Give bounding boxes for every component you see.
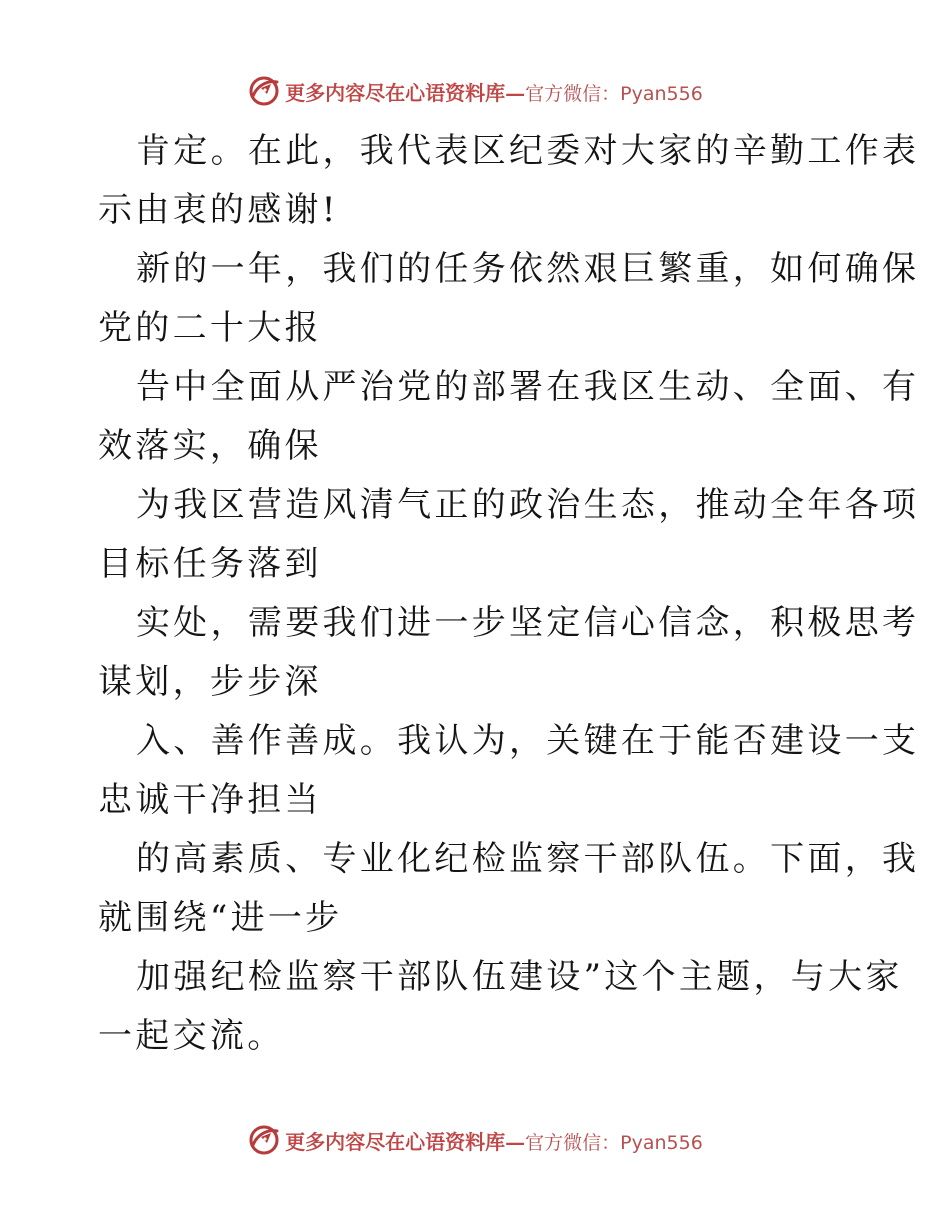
paragraph-line: 目标任务落到	[98, 544, 322, 584]
pen-nib-logo-icon	[247, 74, 281, 108]
paragraph-line: 实处，需要我们进一步坚定信心信念，积极思考	[136, 603, 920, 643]
paragraph-line: 入、善作善成。我认为，关键在于能否建设一支	[136, 721, 920, 761]
paragraph-line: 的高素质、专业化纪检监察干部队伍。下面，我	[136, 839, 920, 879]
banner-text	[285, 77, 703, 106]
banner-wechat-text: 官方微信：Pyan556	[525, 82, 703, 105]
paragraph-line: 为我区营造风清气正的政治生态，推动全年各项	[136, 485, 920, 525]
paragraph-line: 肯定。在此，我代表区纪委对大家的辛勤工作表	[136, 131, 920, 171]
paragraph-line: 忠诚干净担当	[98, 780, 322, 820]
paragraph-line: 一起交流。	[98, 1016, 285, 1056]
paragraph-line: 告中全面从严治党的部署在我区生动、全面、有	[136, 367, 920, 407]
banner-main-text: 更多内容尽在心语资料库—	[285, 80, 526, 105]
pen-nib-logo-icon	[247, 1123, 281, 1157]
paragraph-line: 示由衷的感谢!	[98, 190, 339, 230]
banner-text	[285, 1126, 703, 1155]
banner-main-text: 更多内容尽在心语资料库—	[285, 1129, 526, 1154]
paragraph-line: 谋划，步步深	[98, 662, 322, 702]
paragraph-line: 加强纪检监察干部队伍建设”这个主题，与大家	[136, 957, 903, 997]
paragraph-line: 就围绕“进一步	[98, 898, 343, 938]
paragraph-line: 效落实，确保	[98, 426, 322, 466]
document-body	[98, 122, 920, 1066]
paragraph-line: 党的二十大报	[98, 308, 322, 348]
banner-wechat-text: 官方微信：Pyan556	[525, 1131, 703, 1154]
paragraph-line: 新的一年，我们的任务依然艰巨繁重，如何确保	[136, 249, 920, 289]
footer-banner	[0, 1120, 950, 1160]
header-banner	[0, 71, 950, 111]
